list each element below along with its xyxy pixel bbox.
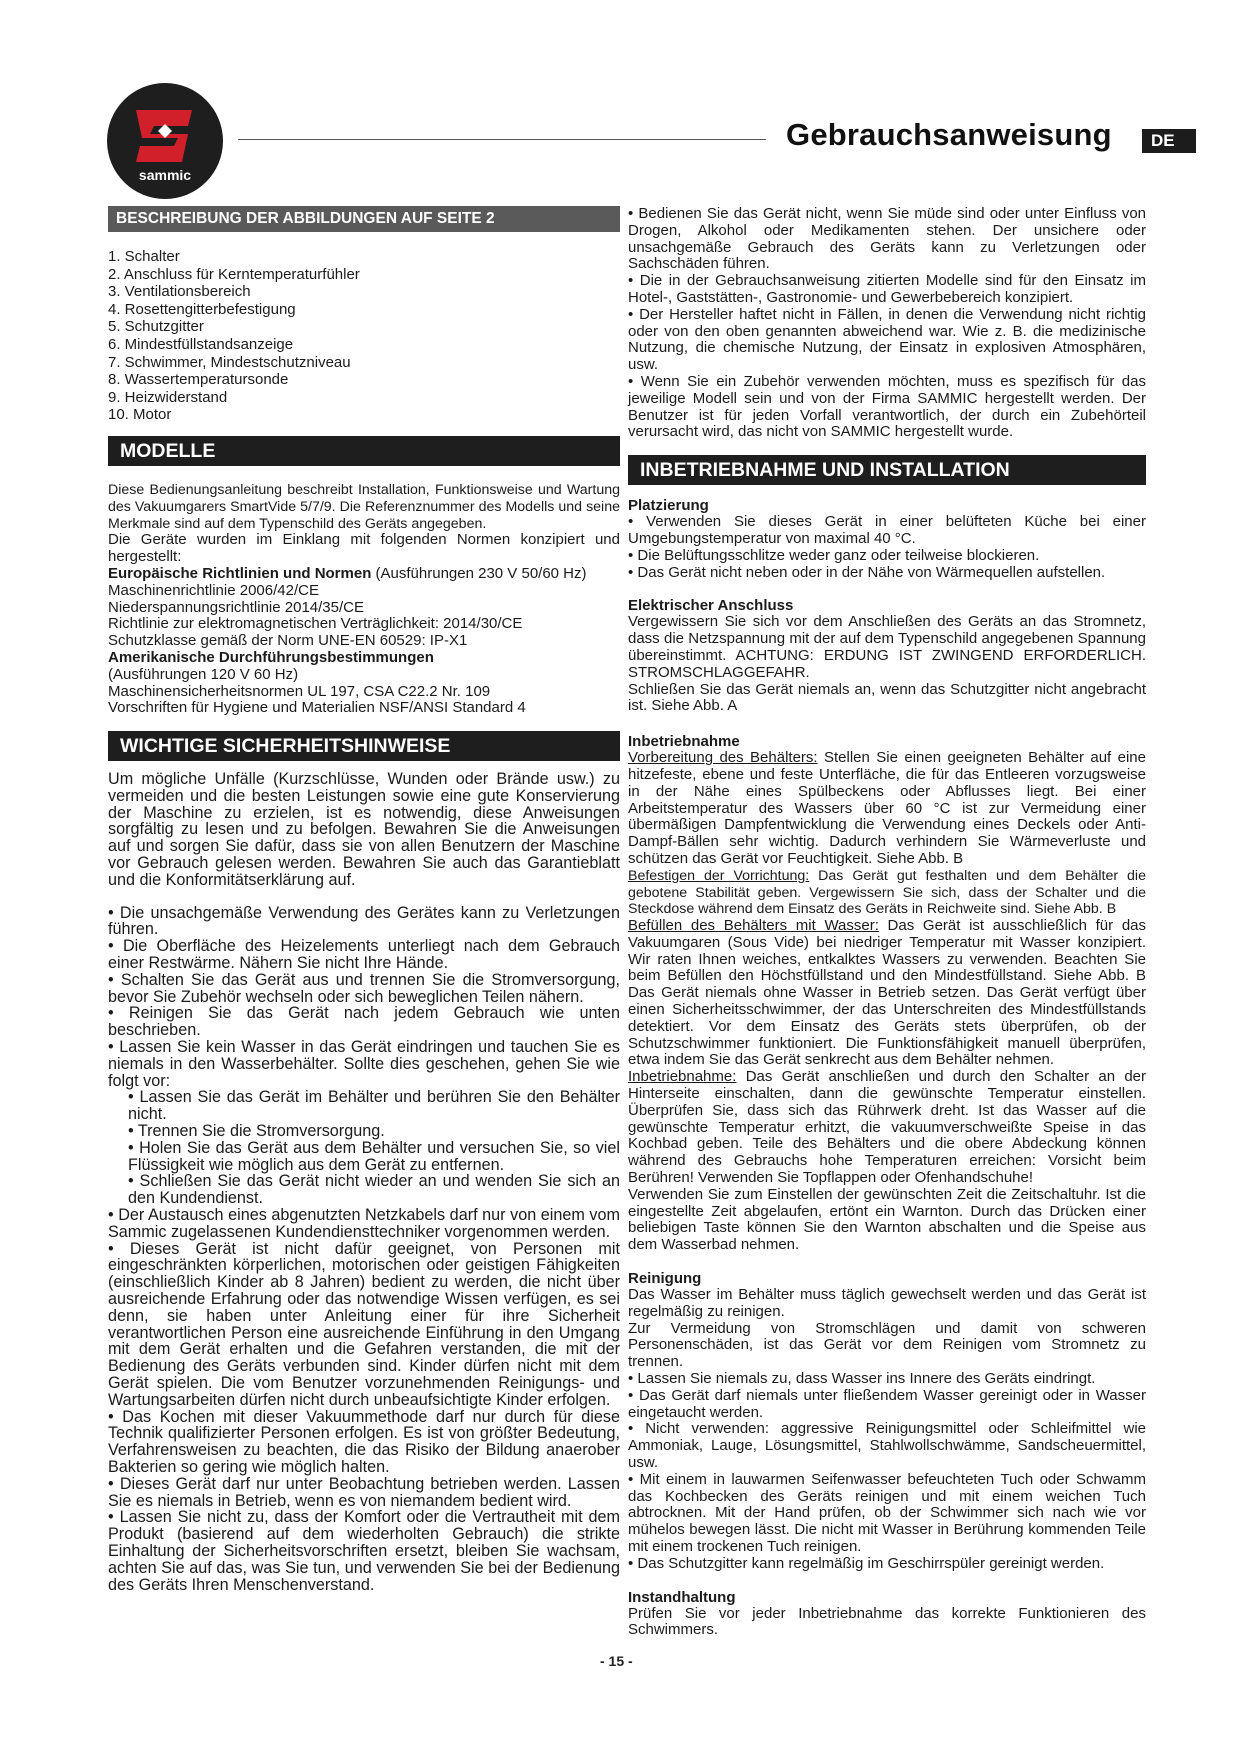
norm-line: Vorschriften für Hygiene und Materialien NSF/ANSI Standard 4 xyxy=(108,699,526,717)
step-label: Befüllen des Behälters mit Wasser: xyxy=(628,917,879,935)
safety-bullet: • Bedienen Sie das Gerät nicht, wenn Sie müde sind oder unter Einfluss von Drogen, Alkohol oder Medikamenten stehen. Der unsichere oder unsachgemäße Gebrauch des Geräts kann zu Verletzungen oder Sachschäden führen. xyxy=(628,205,1146,273)
placement-bullet: • Das Gerät nicht neben oder in der Nähe von Wärmequellen aufstellen. xyxy=(628,563,1106,581)
cleaning-text: Zur Vermeidung von Stromschlägen und damit von schweren Personenschäden, ist das Gerät vor dem Reinigen vom Stromnetz zu trennen. xyxy=(628,1319,1146,1371)
operation-step xyxy=(628,1069,1146,1187)
list-item: 7. Schwimmer, Mindestschutzniveau xyxy=(108,353,351,371)
page-number: - 15 - xyxy=(600,1653,633,1669)
cleaning-text: Das Wasser im Behälter muss täglich gewechselt werden und das Gerät ist regelmäßig zu reinigen. xyxy=(628,1286,1146,1320)
list-item: 8. Wassertemperatursonde xyxy=(108,371,289,389)
cleaning-heading: Reinigung xyxy=(628,1270,702,1288)
step-text: Das Gerät anschließen und durch den Schalter an der Hinterseite einschalten, dann die gewünschte Temperatur einstellen. Überprüfen Sie, dass sich das Rührwerk dreht. Ist das Wasser auf die gewünschte Temperatur erhitzt, die vakuumverschweißte Speise in das Kochbad geben. Teile des Behälters und die obere Abdeckung können während des Gebrauchs hohe Temperaturen erreichen: Vorsicht beim Berühren! Verwenden Sie Topflappen oder Ofenhandschuhe! xyxy=(628,1068,1146,1187)
step-label: Vorbereitung des Behälters: xyxy=(628,749,818,767)
header-rule xyxy=(238,139,766,140)
safety-intro: Um mögliche Unfälle (Kurzschlüsse, Wunden oder Brände usw.) zu vermeiden und die besten Leistungen sowie eine gute Konservierung der Maschine zu erzielen, ist es notwendig, diese Anweisungen sorgfältig zu lesen und zu befolgen. Bewahren Sie die Anweisungen auf und sorgen Sie dafür, dass sie von allen Benutzern der Maschine vor Gebrauch gelesen werden. Bewahren Sie auch das Garantieblatt und die Konformitätserklärung auf. xyxy=(108,770,620,889)
language-badge: DE xyxy=(1142,129,1196,153)
maintenance-text: Prüfen Sie vor jeder Inbetriebnahme das korrekte Funktionieren des Schwimmers. xyxy=(628,1604,1146,1639)
list-item: 5. Schutzgitter xyxy=(108,318,204,336)
right-column xyxy=(628,206,1146,1639)
safety-bullet: • Die in der Gebrauchsanweisung zitierten Modelle sind für den Einsatz im Hotel-, Gaststätten-, Gastronomie- und Gewerbebereich konzipiert. xyxy=(628,272,1146,306)
electrical-text: Vergewissern Sie sich vor dem Anschließen des Geräts an das Stromnetz, dass die Netzspannung mit der auf dem Typenschild angegebenen Spannung übereinstimmt. ACHTUNG: ERDUNG IST ZWINGEND ERFORDERLICH. STROMSCHLAGGEFAHR. xyxy=(628,613,1146,681)
electrical-heading: Elektrischer Anschluss xyxy=(628,597,794,615)
safety-bullet: • Lassen Sie kein Wasser in das Gerät eindringen und tauchen Sie es niemals in den Wasserbehälter. Sollte dies geschehen, gehen Sie wie folgt vor: xyxy=(108,1038,620,1090)
step-text: Das Gerät ist ausschließlich für das Vakuumgaren (Sous Vide) bei niedriger Temperatur mit Wasser konzipiert. Wir raten Ihnen weiches, entkalktes Wassers zu verwenden. Beachten Sie beim Befüllen den Höchstfüllstand und den Mindestfüllstand. Siehe Abb. B Das Gerät niemals ohne Wasser in Betrieb setzen. Das Gerät verfügt über einen Sicherheitsschwimmer, der das Unterschreiten des Mindestfüllstands detektiert. Vor dem Einsatz des Geräts stets überprüfen, ob der Schutzschwimmer funktioniert. Die Funktionsfähigkeit manuell überprüfen, etwa indem Sie das Gerät senkrecht aus dem Behälter nehmen. xyxy=(628,917,1146,1069)
figures-heading: BESCHREIBUNG DER ABBILDUNGEN AUF SEITE 2 xyxy=(108,206,620,232)
safety-sub-bullet: • Lassen Sie das Gerät im Behälter und berühren Sie den Behälter nicht. xyxy=(128,1088,620,1124)
step-label: Inbetriebnahme: xyxy=(628,1068,737,1086)
step-label: Befestigen der Vorrichtung: xyxy=(628,867,810,884)
safety-bullet: • Reinigen Sie das Gerät nach jedem Gebrauch wie unten beschrieben. xyxy=(108,1004,620,1040)
page-title: Gebrauchsanweisung xyxy=(786,117,1112,152)
eu-norms-title: Europäische Richtlinien und Normen xyxy=(108,564,372,582)
norm-line: Niederspannungsrichtlinie 2014/35/CE xyxy=(108,598,364,616)
operation-step xyxy=(628,868,1146,918)
list-item: 2. Anschluss für Kerntemperaturfühler xyxy=(108,265,360,283)
placement-heading: Platzierung xyxy=(628,497,709,515)
safety-bullet: • Der Hersteller haftet nicht in Fällen, in denen die Verwendung nicht richtig oder von den oben genannten abweichend war. Wie z. B. die medizinische Nutzung, die chemische Nutzung, der Einsatz in explosiven Atmosphären, usw. xyxy=(628,305,1146,374)
cleaning-bullet: • Mit einem in lauwarmen Seifenwasser befeuchteten Tuch oder Schwamm das Kochbecken des Geräts reinigen und mit einem weichen Tuch abtrocknen. Mit der Hand prüfen, ob der Schwimmer sich nach wie vor mühelos bewegen lässt. Die nicht mit Wasser in Berührung kommenden Teile mit einem trockenen Tuch reinigen. xyxy=(628,1470,1146,1555)
operation-step xyxy=(628,750,1146,868)
safety-bullet: • Das Kochen mit dieser Vakuummethode darf nur durch für diese Technik qualifizierter Personen erfolgen. Es ist von größter Bedeutung, Verfahrensweisen zu beachten, die das Risiko der Bildung anaerober Bakterien so gering wie möglich halten. xyxy=(108,1407,620,1476)
placement-bullet: • Die Belüftungsschlitze weder ganz oder teilweise blockieren. xyxy=(628,546,1040,564)
electrical-text: Schließen Sie das Gerät niemals an, wenn das Schutzgitter nicht angebracht ist. Siehe Abb. A xyxy=(628,680,1146,715)
left-column xyxy=(108,206,620,1593)
cleaning-bullet: • Das Schutzgitter kann regelmäßig im Geschirrspüler gereinigt werden. xyxy=(628,1554,1105,1572)
list-item: 4. Rosettengitterbefestigung xyxy=(108,300,296,318)
eu-norms-line xyxy=(108,566,620,583)
safety-bullet: • Wenn Sie ein Zubehör verwenden möchten, muss es spezifisch für das jeweilige Modell sein und von der Firma SAMMIC hergestellt werden. Der Benutzer ist für jeden Vorfall verantwortlich, der durch ein Zubehörteil verursacht wird, das nicht von SAMMIC hergestellt wurde. xyxy=(628,372,1146,441)
list-item: 6. Mindestfüllstandsanzeige xyxy=(108,335,294,353)
us-norms-title: Amerikanische Durchführungsbestimmungen xyxy=(108,648,434,666)
list-item: 10. Motor xyxy=(108,406,172,424)
norm-line: Schutzklasse gemäß der Norm UNE-EN 60529: IP-X1 xyxy=(108,632,468,650)
safety-bullet: • Die Oberfläche des Heizelements unterliegt nach dem Gebrauch einer Restwärme. Nähern Sie nicht Ihre Hände. xyxy=(108,937,620,973)
figures-list xyxy=(108,248,620,424)
list-item: 1. Schalter xyxy=(108,248,180,265)
models-norms-intro: Die Geräte wurden im Einklang mit folgenden Normen konzipiert und hergestellt: xyxy=(108,531,620,566)
step-text: Das Gerät gut festhalten und dem Behälter die gebotene Stabilität geben. Vergewissern Sie sich, dass der Schalter und die Steckdose während dem Einsatz des Geräts in Reichweite sind. Siehe Abb. B xyxy=(628,867,1146,918)
safety-sub-bullet: • Holen Sie das Gerät aus dem Behälter und versuchen Sie, so viel Flüssigkeit wie möglich aus dem Gerät zu entfernen. xyxy=(128,1138,620,1174)
list-item: 3. Ventilationsbereich xyxy=(108,283,251,301)
norm-line: Richtlinie zur elektromagnetischen Verträglichkeit: 2014/30/CE xyxy=(108,615,523,633)
logo-text: sammic xyxy=(138,167,192,183)
models-heading: MODELLE xyxy=(108,436,620,466)
safety-bullet: • Der Austausch eines abgenutzten Netzkabels darf nur von einem vom Sammic zugelassenen Kundendiensttechniker vorgenommen werden. xyxy=(108,1206,620,1241)
list-item: 9. Heizwiderstand xyxy=(108,388,228,406)
safety-bullet: • Dieses Gerät darf nur unter Beobachtung betrieben werden. Lassen Sie es niemals in Betrieb, wenn es von niemandem bedient wird. xyxy=(108,1474,620,1510)
operation-step: Verwenden Sie zum Einstellen der gewünschten Zeit die Zeitschaltuhr. Ist die eingestellte Zeit abgelaufen, ertönt ein Warnton. Durch das Drücken einer beliebigen Taste können Sie den Warnton abschalten und die Speise aus dem Wasserbad nehmen. xyxy=(628,1185,1146,1254)
sammic-logo xyxy=(106,82,224,200)
cleaning-bullet: • Lassen Sie niemals zu, dass Wasser ins Innere des Geräts eindringt. xyxy=(628,1370,1096,1388)
norm-line: Maschinensicherheitsnormen UL 197, CSA C22.2 Nr. 109 xyxy=(108,682,491,700)
installation-heading: INBETRIEBNAHME UND INSTALLATION xyxy=(628,455,1146,485)
safety-heading: WICHTIGE SICHERHEITSHINWEISE xyxy=(108,731,620,761)
safety-bullet: • Schalten Sie das Gerät aus und trennen Sie die Stromversorgung, bevor Sie Zubehör wechseln oder sich beweglichen Teilen nähern. xyxy=(108,970,620,1006)
safety-sub-bullet: • Schließen Sie das Gerät nicht wieder an und wenden Sie sich an den Kundendienst. xyxy=(128,1172,620,1208)
safety-bullet: • Dieses Gerät ist nicht dafür geeignet, von Personen mit eingeschränkten körperlichen, motorischen oder geistigen Fähigkeiten (einschließlich Kinder ab 8 Jahren) bedient zu werden, die nicht über ausreichende Erfahrung oder das notwendige Wissen verfügen, es sei denn, sie haben unter Anleitung einer für ihre Sicherheit verantwortlichen Person eine ausreichende Einführung in den Umgang mit dem Gerät erhalten und die Gefahren verstanden, die mit der Bedienung des Geräts verbunden sind. Kinder dürfen nicht mit dem Gerät spielen. Die vom Benutzer vorzunehmenden Reinigungs- und Wartungsarbeiten dürfen nicht durch unbeaufsichtigte Kinder erfolgen. xyxy=(108,1239,620,1409)
operation-step xyxy=(628,918,1146,1069)
operation-heading: Inbetriebnahme xyxy=(628,733,740,751)
maintenance-heading: Instandhaltung xyxy=(628,1588,736,1606)
placement-bullet: • Verwenden Sie dieses Gerät in einer belüfteten Küche bei einer Umgebungstemperatur von maximal 40 °C. xyxy=(628,513,1146,547)
cleaning-bullet: • Nicht verwenden: aggressive Reinigungsmittel oder Schleifmittel wie Ammoniak, Lauge, Lösungsmittel, Stahlwollschwämme, Sandscheuermittel, usw. xyxy=(628,1420,1146,1471)
safety-sub-bullet: • Trennen Sie die Stromversorgung. xyxy=(128,1122,385,1141)
eu-norms-versions: (Ausführungen 230 V 50/60 Hz) xyxy=(371,564,587,582)
cleaning-bullet: • Das Gerät darf niemals unter fließendem Wasser gereinigt oder in Wasser eingetaucht werden. xyxy=(628,1386,1146,1421)
step-text: Stellen Sie einen geeigneten Behälter auf eine hitzefeste, ebene und feste Unterfläche, die für das Entleeren vorzugsweise in der Nähe eines Spülbeckens oder Abflusses liegt. Bei einer Arbeitstemperatur des Wassers über 60 °C ist zur Vermeidung einer übermäßigen Dampfentwicklung die Verwendung eines Deckels oder Anti-Dampf-Bällen sehr wichtig. Dadurch verhindern Sie Wärmeverluste und schützen das Gerät vor Feuchtigkeit. Siehe Abb. B xyxy=(628,749,1146,867)
safety-bullet: • Die unsachgemäße Verwendung des Gerätes kann zu Verletzungen führen. xyxy=(108,903,620,939)
norm-line: (Ausführungen 120 V 60 Hz) xyxy=(108,665,299,683)
norm-line: Maschinenrichtlinie 2006/42/CE xyxy=(108,581,319,599)
models-intro: Diese Bedienungsanleitung beschreibt Installation, Funktionsweise und Wartung des Vakuumgarers SmartVide 5/7/9. Die Referenznummer des Modells und seine Merkmale sind auf dem Typenschild des Geräts angegeben. xyxy=(108,481,620,532)
safety-bullet: • Lassen Sie nicht zu, dass der Komfort oder die Vertrautheit mit dem Produkt (basierend auf dem wiederholten Gebrauch) die strikte Einhaltung der Sicherheitsvorschriften ersetzt, bleiben Sie wachsam, achten Sie auf das, was Sie tun, und verwenden Sie bei der Bedienung des Geräts Ihren Menschenverstand. xyxy=(108,1508,620,1594)
